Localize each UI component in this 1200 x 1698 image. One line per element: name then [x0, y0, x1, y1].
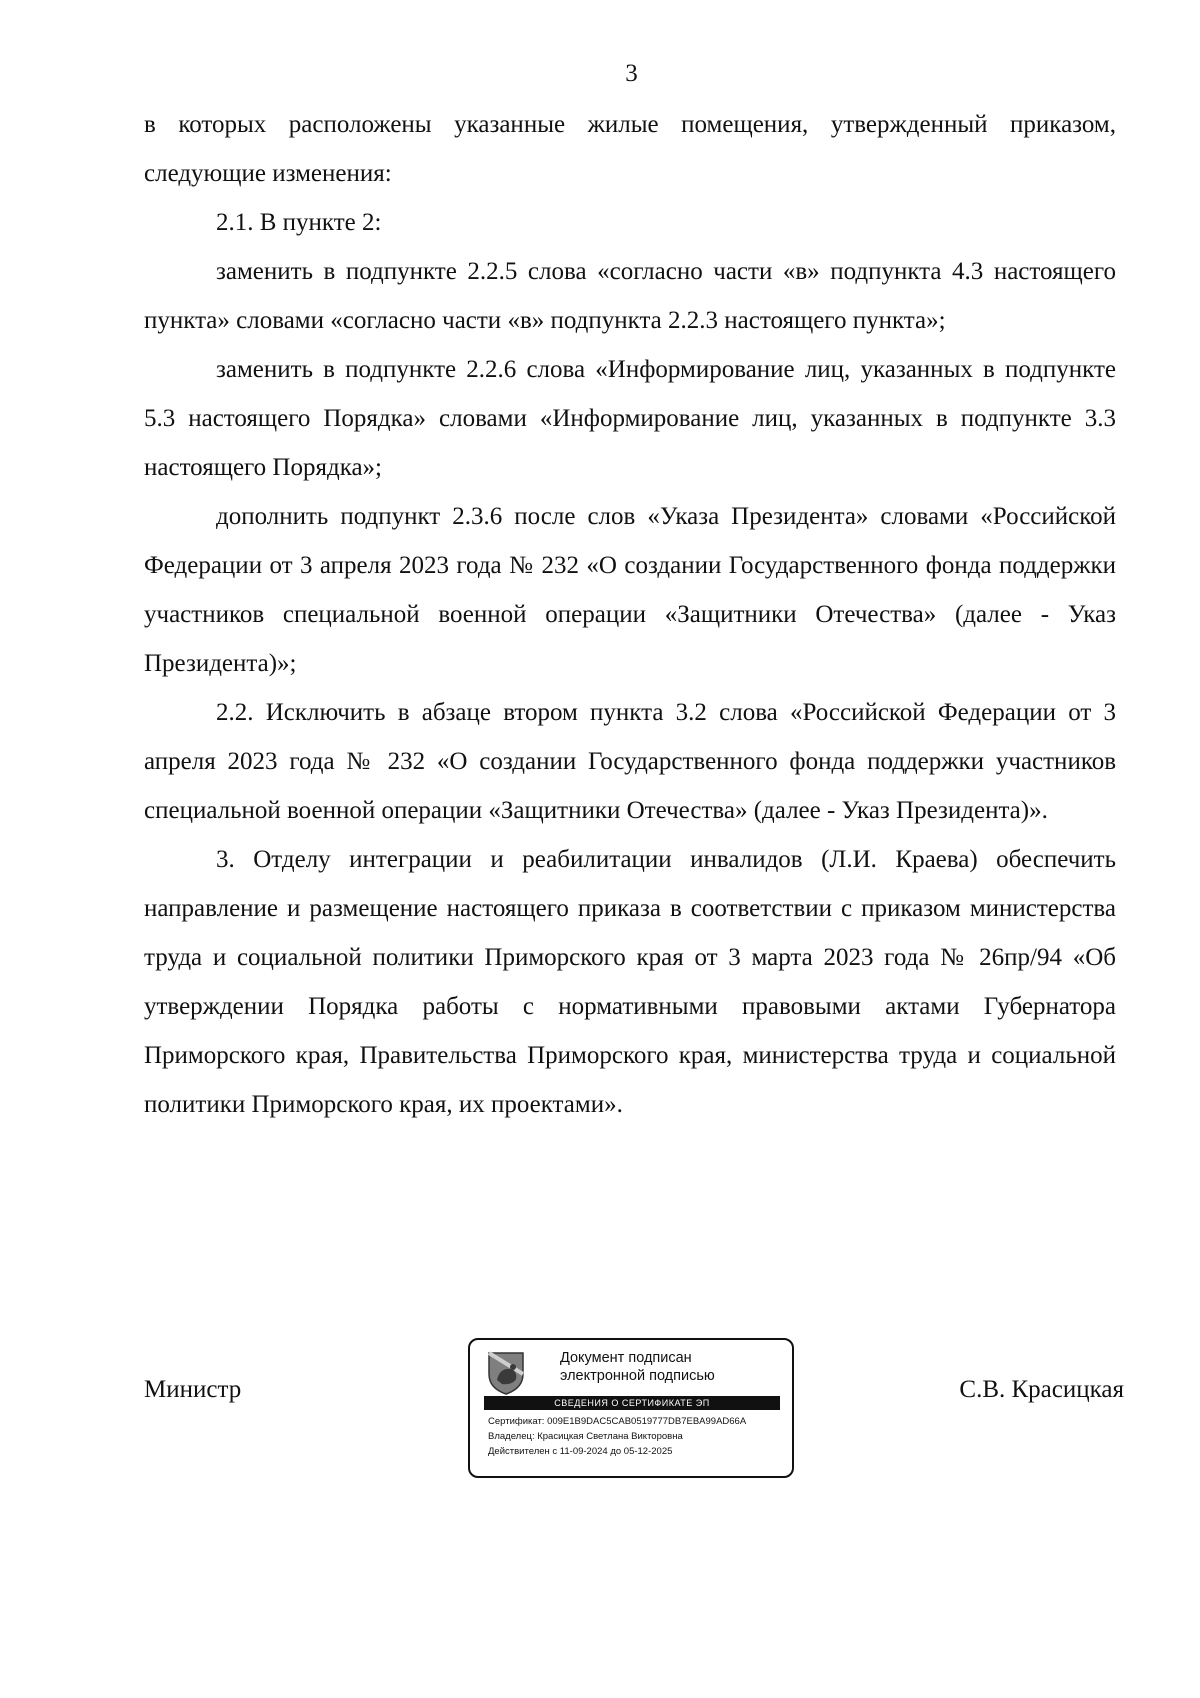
certificate-number: Сертификат: 009E1B9DAC5CAB0519777DB7EBA99AD66A — [488, 1416, 747, 1427]
document-body — [144, 100, 1116, 1129]
paragraph-item-3: 3. Отделу интеграции и реабилитации инвалидов (Л.И. Краева) обеспечить направление и размещение настоящего приказа в соответствии с приказом министерства труда и социальной политики Приморского края от 3 марта 2023 года № 26пр/94 «Об утверждении Порядка работы с нормативными правовыми актами Губернатора Приморского края, Правительства Приморского края, министерства труда и социальной политики Приморского края, их проектами». — [144, 846, 1116, 1118]
paragraph-replace-2-2-5: заменить в подпункте 2.2.5 слова «согласно части «в» подпункта 4.3 настоящего пункта» словами «согласно части «в» подпункта 2.2.3 настоящего пункта»; — [144, 258, 1116, 334]
stamp-title: Документ подписан электронной подписью — [560, 1350, 715, 1384]
signer-name: С.В. Красицкая — [959, 1376, 1124, 1403]
coat-of-arms-icon — [486, 1350, 526, 1396]
electronic-signature-stamp — [468, 1338, 794, 1478]
paragraph-supplement-2-3-6: дополнить подпункт 2.3.6 после слов «Указа Президента» словами «Российской Федерации от 3 апреля 2023 года № 232 «О создании Государственного фонда поддержки участников специальной военной операции «Защитники Отечества» (далее - Указ Президента)»; — [144, 503, 1116, 677]
certificate-info-bar: СВЕДЕНИЯ О СЕРТИФИКАТЕ ЭП — [484, 1396, 780, 1410]
certificate-owner: Владелец: Красицкая Светлана Викторовна — [488, 1431, 683, 1442]
paragraph-item-2-1: 2.1. В пункте 2: — [216, 209, 382, 236]
signer-title: Министр — [144, 1376, 242, 1403]
paragraph-item-2-2: 2.2. Исключить в абзаце втором пункта 3.2 слова «Российской Федерации от 3 апреля 2023 года № 232 «О создании Государственного фонда поддержки участников специальной военной операции «Защитники Отечества» (далее - Указ Президента)». — [144, 699, 1116, 824]
paragraph-replace-2-2-6: заменить в подпункте 2.2.6 слова «Информирование лиц, указанных в подпункте 5.3 настоящего Порядка» словами «Информирование лиц, указанных в подпункте 3.3 настоящего Порядка»; — [144, 356, 1116, 481]
paragraph-continuation: в которых расположены указанные жилые помещения, утвержденный приказом, следующие изменения: — [144, 111, 1116, 187]
certificate-validity: Действителен с 11-09-2024 до 05-12-2025 — [488, 1446, 673, 1457]
page-number: 3 — [625, 60, 638, 87]
signature-block — [144, 1338, 1124, 1498]
